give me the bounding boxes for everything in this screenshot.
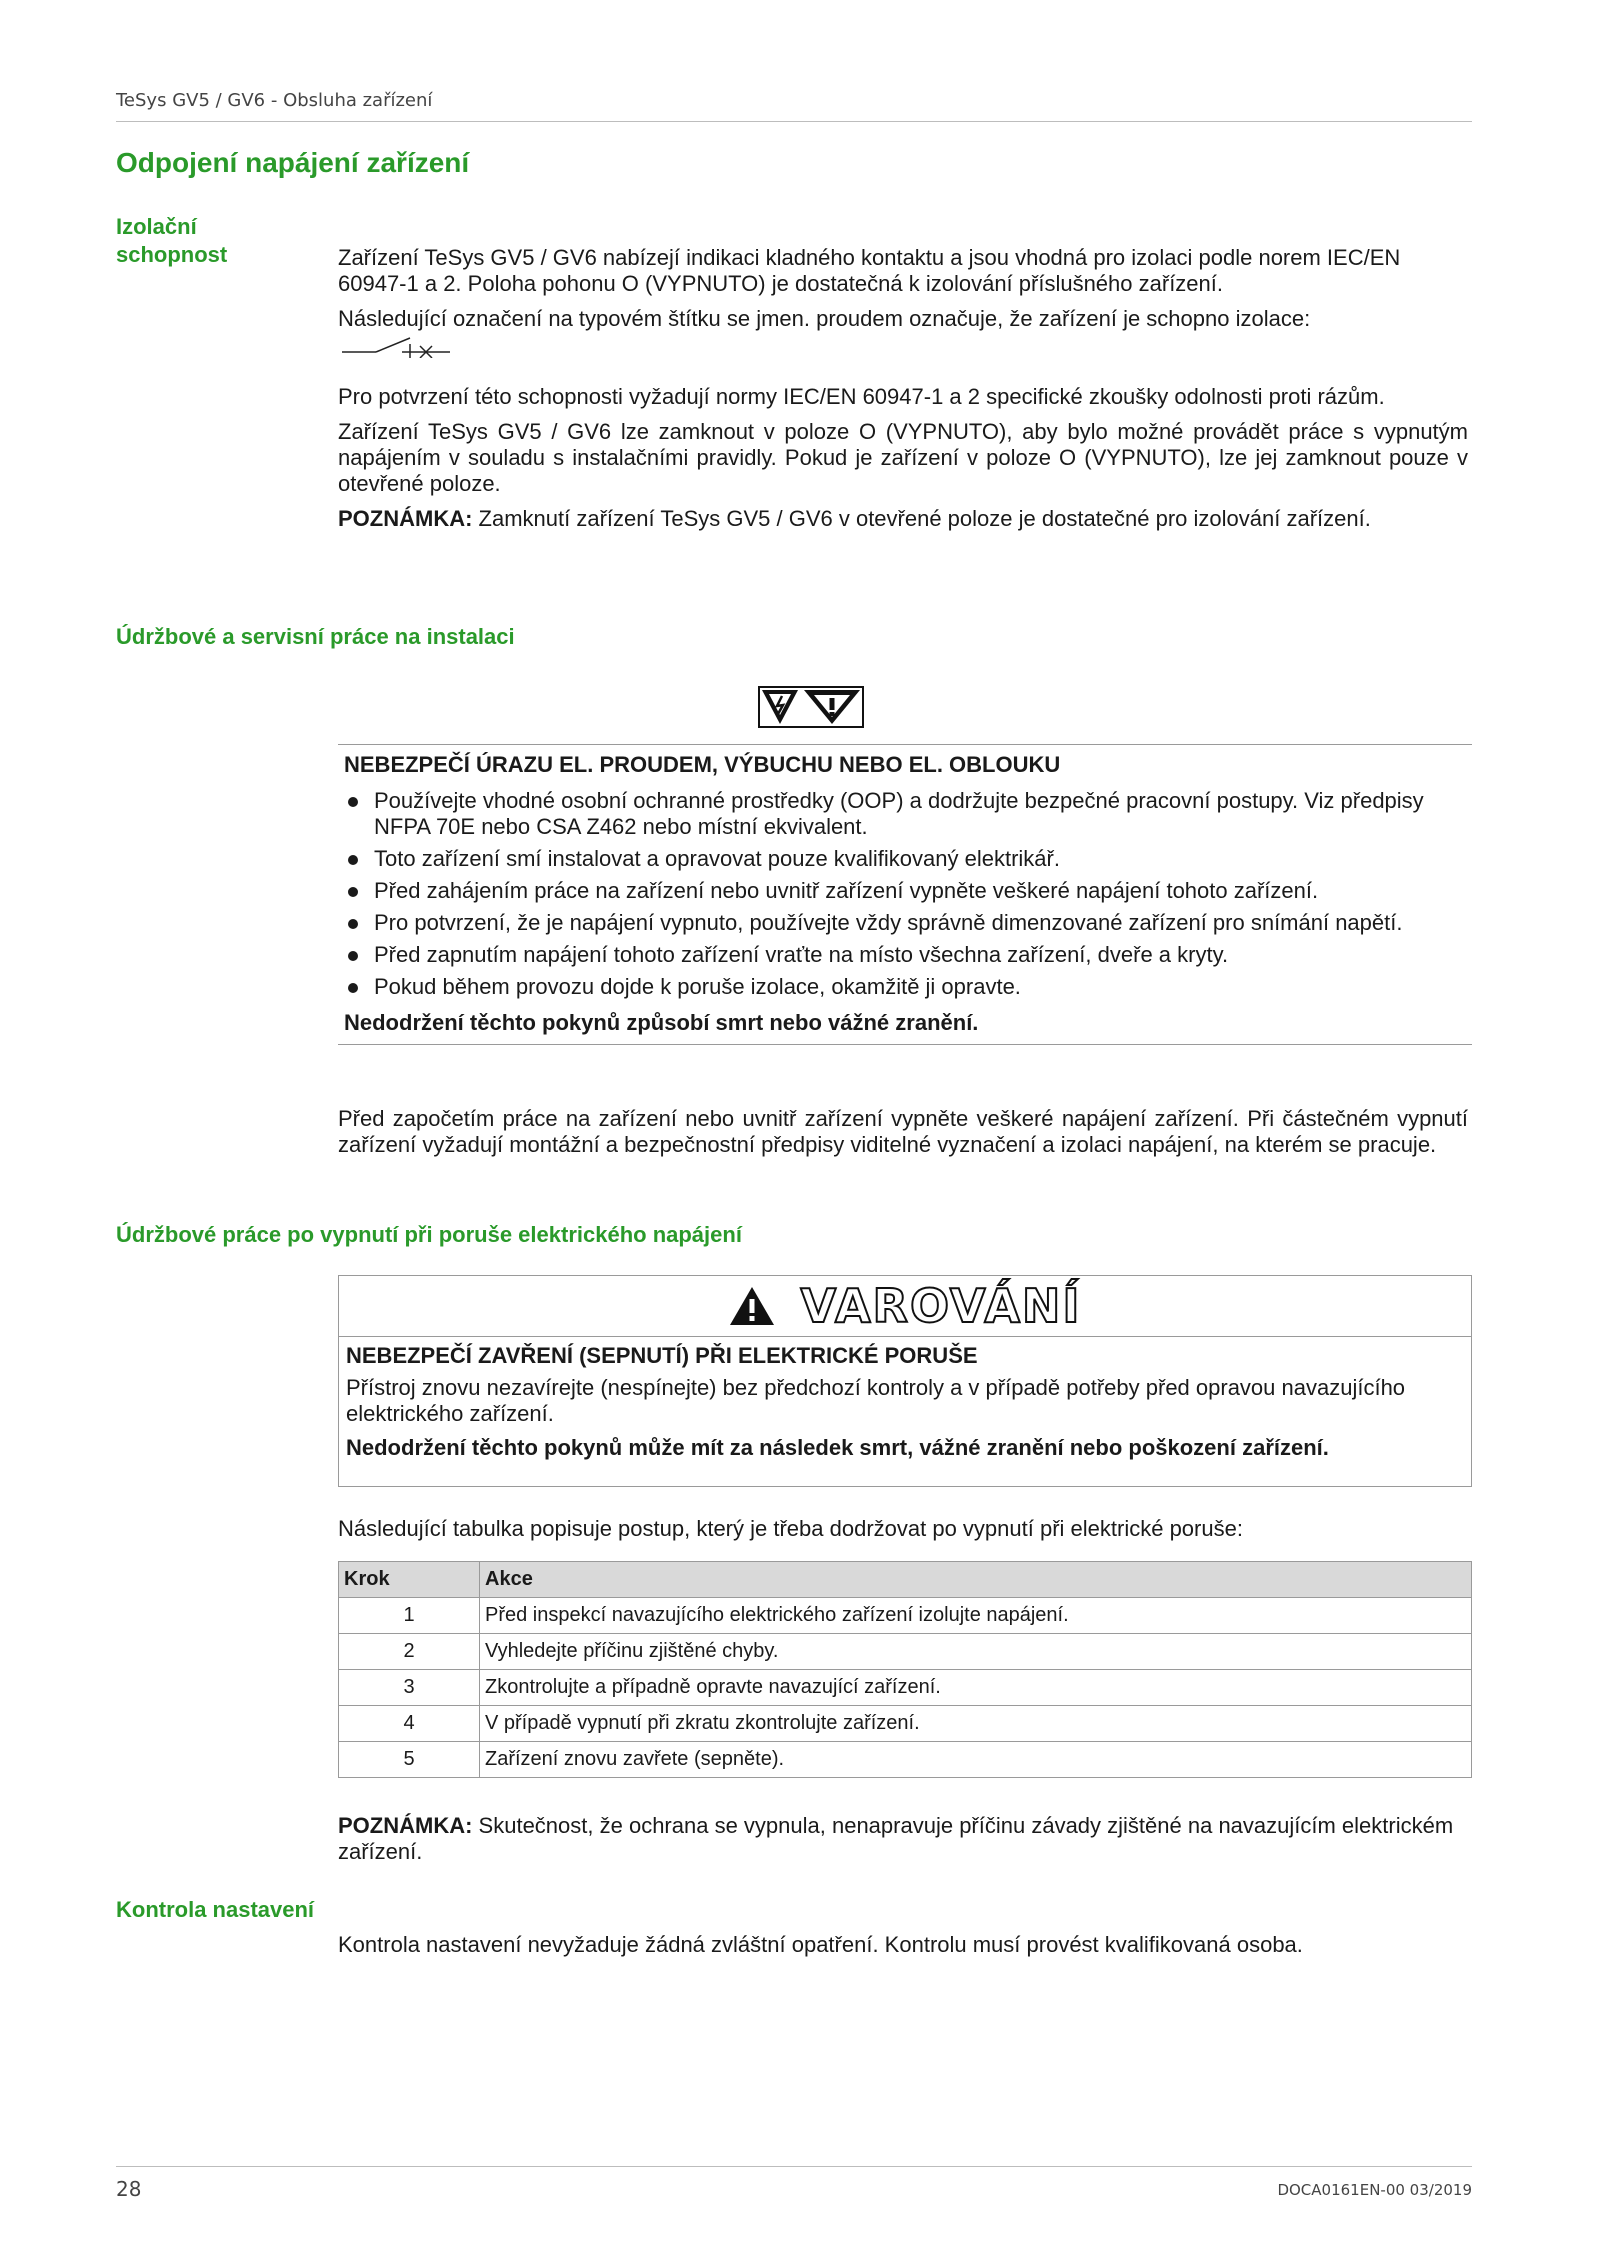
isolation-p2: Následující označení na typovém štítku se jmen. proudem označuje, že zařízení je schopno izolace: [338,306,1311,331]
danger-item: Používejte vhodné osobní ochranné prostředky (OOP) a dodržujte bezpečné pracovní postupy. Viz předpisy NFPA 70E nebo CSA Z462 nebo místní ekvivalent. [344,788,1472,840]
step-number: 4 [339,1706,480,1742]
isolation-note [338,506,1468,532]
danger-item: Před zahájením práce na zařízení nebo uvnitř zařízení vypněte veškeré napájení tohoto zařízení. [344,878,1472,904]
isolation-p4: Zařízení TeSys GV5 / GV6 lze zamknout v poloze O (VYPNUTO), aby bylo možné provádět práce s vypnutým napájením v souladu s instalačními pravidly. Pokud je zařízení v poloze O (VYPNUTO), lze jej zamknout pouze v otevřené poloze. [338,419,1468,496]
column-header-step: Krok [339,1562,480,1598]
warning-box [338,1275,1472,1487]
table-row [339,1706,1472,1742]
table-row [339,1634,1472,1670]
running-header: TeSys GV5 / GV6 - Obsluha zařízení [116,90,433,111]
warning-word: VAROVÁNÍ [800,1279,1082,1333]
step-number: 5 [339,1742,480,1778]
warning-header [339,1276,1471,1337]
isolation-symbol-icon [340,332,450,358]
warning-triangle-icon [728,1285,776,1327]
step-number: 1 [339,1598,480,1634]
maintenance-title: Údržbové a servisní práce na instalaci [116,624,515,649]
isolation-p1: Zařízení TeSys GV5 / GV6 nabízejí indikaci kladného kontaktu a jsou vhodná pro izolaci podle norem IEC/EN 60947-1 a 2. Poloha pohonu O (VYPNUTO) je dostatečná k izolování příslušného zařízení. [338,245,1401,296]
step-action: V případě vypnutí při zkratu zkontrolujte zařízení. [480,1706,1472,1742]
table-header-row [339,1562,1472,1598]
maintenance-after-text: Před započetím práce na zařízení nebo uvnitř zařízení vypněte veškeré napájení zařízení. Při částečném vypnutí zařízení vyžadují montážní a bezpečnostní předpisy viditelné vyznačení a izolaci napájení, na kterém se pracuje. [338,1106,1468,1157]
electric-shock-hazard-icon [758,686,864,728]
header-rule [116,121,1472,122]
warning-body [339,1337,1471,1461]
step-action: Vyhledejte příčinu zjištěné chyby. [480,1634,1472,1670]
step-number: 3 [339,1670,480,1706]
page-number: 28 [116,2177,142,2201]
danger-title: NEBEZPEČÍ ÚRAZU EL. PROUDEM, VÝBUCHU NEBO EL. OBLOUKU [344,752,1061,777]
danger-item: Toto zařízení smí instalovat a opravovat pouze kvalifikovaný elektrikář. [344,846,1472,872]
note-label: POZNÁMKA: [338,506,473,531]
isolation-body [338,245,1468,541]
settings-text: Kontrola nastavení nevyžaduje žádná zvláštní opatření. Kontrolu musí provést kvalifikovaná osoba. [338,1932,1303,1957]
danger-item: Před zapnutím napájení tohoto zařízení vraťte na místo všechna zařízení, dveře a kryty. [344,942,1472,968]
step-action: Před inspekcí navazujícího elektrického zařízení izolujte napájení. [480,1598,1472,1634]
note-text: Skutečnost, že ochrana se vypnula, nenapravuje příčinu závady zjištěné na navazujícím elektrickém zařízení. [338,1813,1454,1864]
warning-consequence: Nedodržení těchto pokynů může mít za následek smrt, vážné zranění nebo poškození zařízení. [346,1435,1329,1460]
table-row [339,1742,1472,1778]
step-number: 2 [339,1634,480,1670]
table-row [339,1670,1472,1706]
side-label-line1: Izolační [116,214,197,239]
section-title: Odpojení napájení zařízení [116,147,470,178]
danger-consequence: Nedodržení těchto pokynů způsobí smrt nebo vážné zranění. [344,1010,979,1035]
document-reference: DOCA0161EN-00 03/2019 [1277,2181,1472,2199]
danger-list [344,788,1472,1000]
column-header-action: Akce [480,1562,1472,1598]
danger-item: Pokud během provozu dojde k poruše izolace, okamžitě ji opravte. [344,974,1472,1000]
side-label-isolation [116,213,227,269]
isolation-p3: Pro potvrzení této schopnosti vyžadují normy IEC/EN 60947-1 a 2 specifické zkoušky odolnosti proti rázům. [338,384,1385,409]
note-text: Zamknutí zařízení TeSys GV5 / GV6 v otevřené poloze je dostatečné pro izolování zařízení. [472,506,1371,531]
fault-title: Údržbové práce po vypnutí při poruše elektrického napájení [116,1222,742,1247]
footer-rule [116,2166,1472,2167]
side-label-line2: schopnost [116,242,228,267]
warning-text: Přístroj znovu nezavírejte (nespínejte) bez předchozí kontroly a v případě potřeby před opravou navazujícího elektrického zařízení. [346,1375,1406,1426]
table-row [339,1598,1472,1634]
fault-note [338,1813,1468,1865]
table-intro: Následující tabulka popisuje postup, který je třeba dodržovat po vypnutí při elektrické poruše: [338,1516,1243,1541]
settings-title: Kontrola nastavení [116,1897,315,1922]
note-label: POZNÁMKA: [338,1813,473,1838]
warning-title: NEBEZPEČÍ ZAVŘENÍ (SEPNUTÍ) PŘI ELEKTRICKÉ PORUŠE [346,1343,978,1368]
danger-item: Pro potvrzení, že je napájení vypnuto, používejte vždy správně dimenzované zařízení pro snímání napětí. [344,910,1472,936]
steps-table [338,1561,1472,1778]
step-action: Zařízení znovu zavřete (sepněte). [480,1742,1472,1778]
danger-box [338,744,1472,1045]
step-action: Zkontrolujte a případně opravte navazující zařízení. [480,1670,1472,1706]
